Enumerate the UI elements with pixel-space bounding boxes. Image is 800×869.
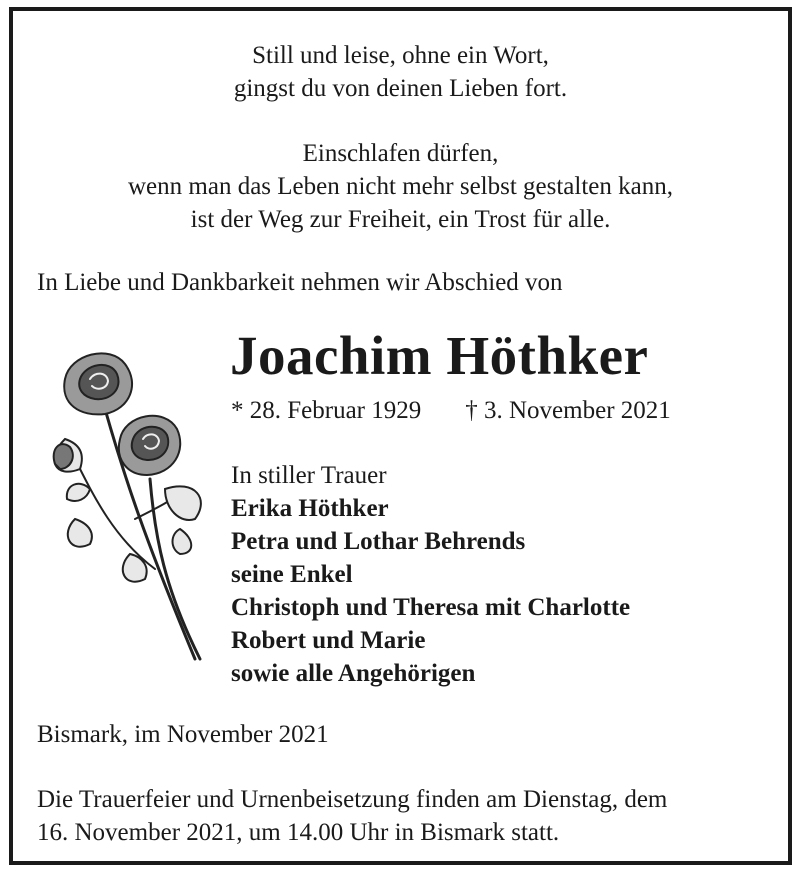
poem-line: wenn man das Leben nicht mehr selbst gestalten kann, <box>128 173 673 200</box>
poem-line: ist der Weg zur Freiheit, ein Trost für alle. <box>190 206 611 233</box>
mourners-list <box>231 459 630 690</box>
rose-illustration-icon <box>35 339 225 674</box>
mourner-name: Robert und Marie <box>231 627 426 654</box>
poem-line: Einschlafen dürfen, <box>302 140 499 167</box>
mourner-name: Christoph und Theresa mit Charlotte <box>231 594 631 621</box>
funeral-line: Die Trauerfeier und Urnenbeisetzung finden am Dienstag, dem <box>37 786 668 813</box>
mourner-name: Petra und Lothar Behrends <box>231 528 526 555</box>
poem-line: gingst du von deinen Lieben fort. <box>233 75 568 102</box>
mourner-name: sowie alle Angehörigen <box>231 660 476 687</box>
mourner-name: Erika Höthker <box>231 495 389 522</box>
place-and-date: Bismark, im November 2021 <box>37 721 329 748</box>
mourner-name: seine Enkel <box>231 561 353 588</box>
poem-stanza-1 <box>13 39 788 105</box>
funeral-info <box>37 783 777 849</box>
death-date: † 3. November 2021 <box>465 397 671 424</box>
poem-line: Still und leise, ohne ein Wort, <box>252 42 549 69</box>
deceased-name: Joachim Höthker <box>230 325 649 386</box>
funeral-line: 16. November 2021, um 14.00 Uhr in Bismark statt. <box>37 819 560 846</box>
obituary-notice <box>9 7 792 865</box>
birth-date: * 28. Februar 1929 <box>231 397 422 424</box>
farewell-intro: In Liebe und Dankbarkeit nehmen wir Abschied von <box>37 269 563 296</box>
mourners-heading: In stiller Trauer <box>231 462 387 489</box>
life-dates <box>231 394 671 427</box>
poem-stanza-2 <box>13 137 788 236</box>
